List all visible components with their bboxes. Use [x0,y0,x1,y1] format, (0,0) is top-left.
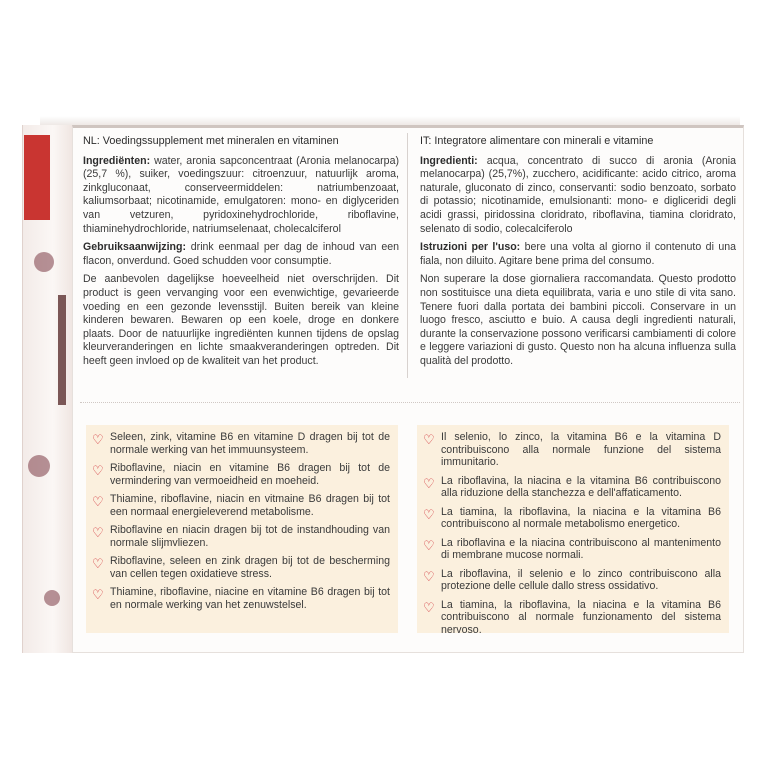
heart-icon: ♡ [423,568,435,584]
heart-icon: ♡ [92,525,104,540]
section-divider [80,402,740,403]
heart-icon: ♡ [423,537,435,553]
nl-title: NL: Voedingssupplement met mineralen en vitaminen [83,135,339,147]
it-claim-item [423,568,721,593]
it-warning: Non superare la dose giornaliera raccomandata. Questo prodotto non sostituisce una dieta equilibrata, varia e uno stile di vita sano. Tenere fuori dalla portata dei bambini piccoli. Conservare in un luogo fresco, asciutto e buio. A causa degli ingredienti naturali, durante la conservazione possono verificarsi cambiamenti di colore e leggere variazioni di gusto. Questo non ha alcuna influenza sulla qualità del prodotto. [420,273,736,367]
nl-claim-item [92,586,390,611]
it-claims-box [417,425,729,636]
nl-text-column [83,135,399,374]
nl-claim-item [92,524,390,549]
nl-ingredients-text: water, aronia sapconcentraat (Aronia melanocarpa) (25,7 %), suiker, voedingszuur: citroenzuur, natuurlijk aroma, zinkgluconaat, conserveermiddelen: natriumbenzoaat, kaliumsorbaat; nicotinamide, emulgatoren: mono- en diglyceriden van vetzuren, pyridoxinehydrochloride, riboflavine, thiaminehydrochloride, natriumselenaat, cholecalciferol [83,154,399,235]
aronia-berry-graphic [34,252,54,272]
nl-claims-box [86,425,398,633]
aronia-berry-graphic [44,590,60,606]
nl-claim-item [92,462,390,487]
nl-ingredients-label: Ingrediënten: [83,154,151,167]
heart-icon: ♡ [92,463,104,478]
it-ingredients-text: acqua, concentrato di succo di aronia (Aronia melanocarpa) (25,7%), zucchero, acidificante: acido citrico, aroma naturale, gluconato di zinco, conservanti: sodio benzoato, sorbato di potassio; nicotinamide, emulsionanti: mono- e digliceridi degli acidi grassi, piridossina cloridrato, riboflavina, tiamina cloridrato, selenato di sodio, colecalciferolo [420,154,736,235]
it-claim-text: La riboflavina, la niacina e la vitamina B6 contribuiscono alla riduzione della stanchezza e dell'affaticamento. [441,474,721,499]
heart-icon: ♡ [92,494,104,509]
heart-icon: ♡ [423,432,435,447]
brand-logo-strip [24,135,50,220]
nl-claim-item [92,555,390,580]
heart-icon: ♡ [92,432,104,447]
heart-icon: ♡ [92,587,104,602]
nl-claim-text: Thiamine, riboflavine, niacine en vitamine B6 dragen bij tot en normale werking van het zenuwstelsel. [110,586,390,611]
it-claim-item [423,537,721,562]
it-usage [420,241,736,268]
nl-ingredients [83,155,399,237]
heart-icon: ♡ [423,506,435,522]
nl-claim-text: Riboflavine, niacin en vitamine B6 dragen bij tot de vermindering van vermoeidheid en moeheid. [110,462,390,487]
it-usage-text: bere una volta al giorno il contenuto di una fiala, non diluito. Agitare bene prima del consumo. [420,241,736,267]
heart-icon: ♡ [423,475,435,491]
it-claim-text: La tiamina, la riboflavina, la niacina e la vitamina B6 contribuiscono al normale metabolismo energetico. [441,505,721,530]
it-claim-item [423,431,721,469]
it-claim-item [423,599,721,637]
nl-usage-label: Gebruiksaanwijzing: [83,241,187,254]
side-product-label [58,295,66,405]
aronia-berry-graphic [28,455,50,477]
nl-claim-text: Thiamine, riboflavine, niacin en vitmaine B6 dragen bij tot een normaal energieleverend metabolisme. [110,493,390,518]
nl-claim-text: Seleen, zink, vitamine B6 en vitamine D dragen bij tot de normale werking van het immuunsysteem. [110,431,390,456]
it-claim-text: Il selenio, lo zinco, la vitamina B6 e la vitamina D contribuiscono alla normale funzione del sistema immunitario. [441,431,721,468]
it-claim-text: La tiamina, la riboflavina, la niacina e la vitamina B6 contribuiscono al normale funzionamento del sistema nervoso. [441,598,721,636]
it-usage-label: Istruzioni per l'uso: [420,241,521,254]
it-ingredients-label: Ingredienti: [420,154,478,167]
it-claim-item [423,506,721,531]
column-divider [407,133,408,378]
nl-warning: De aanbevolen dagelijkse hoeveelheid niet overschrijden. Dit product is geen vervanging voor een evenwichtige, gevarieerde voeding en een gezonde levensstijl. Buiten bereik van kleine kinderen bewaren. Bewaren op een koele, droge en donkere plaats. Door de natuurlijke ingrediënten kunnen tijdens de opslag kleurveranderingen en lichte smaakveranderingen optreden. Dit heeft geen invloed op de kwaliteit van het product. [83,273,399,367]
nl-usage-text: drink eenmaal per dag de inhoud van een flacon, onverdund. Goed schudden voor consumptie. [83,241,399,267]
it-claim-item [423,475,721,500]
it-claim-text: La riboflavina e la niacina contribuiscono al mantenimento di membrane mucose normali. [441,536,721,561]
nl-usage [83,241,399,268]
it-claim-text: La riboflavina, il selenio e lo zinco contribuiscono alla protezione delle cellule dallo stress ossidativo. [441,567,721,592]
nl-claim-item [92,493,390,518]
heart-icon: ♡ [92,556,104,571]
nl-claim-item [92,431,390,456]
nl-claim-text: Riboflavine, seleen en zink dragen bij tot de bescherming van cellen tegen oxidatieve stress. [110,555,390,580]
it-ingredients [420,155,736,237]
it-title: IT: Integratore alimentare con minerali e vitamine [420,135,654,147]
nl-claim-text: Riboflavine en niacin dragen bij tot de instandhouding van normale slijmvliezen. [110,524,390,549]
it-text-column [420,135,736,374]
heart-icon: ♡ [423,599,435,615]
